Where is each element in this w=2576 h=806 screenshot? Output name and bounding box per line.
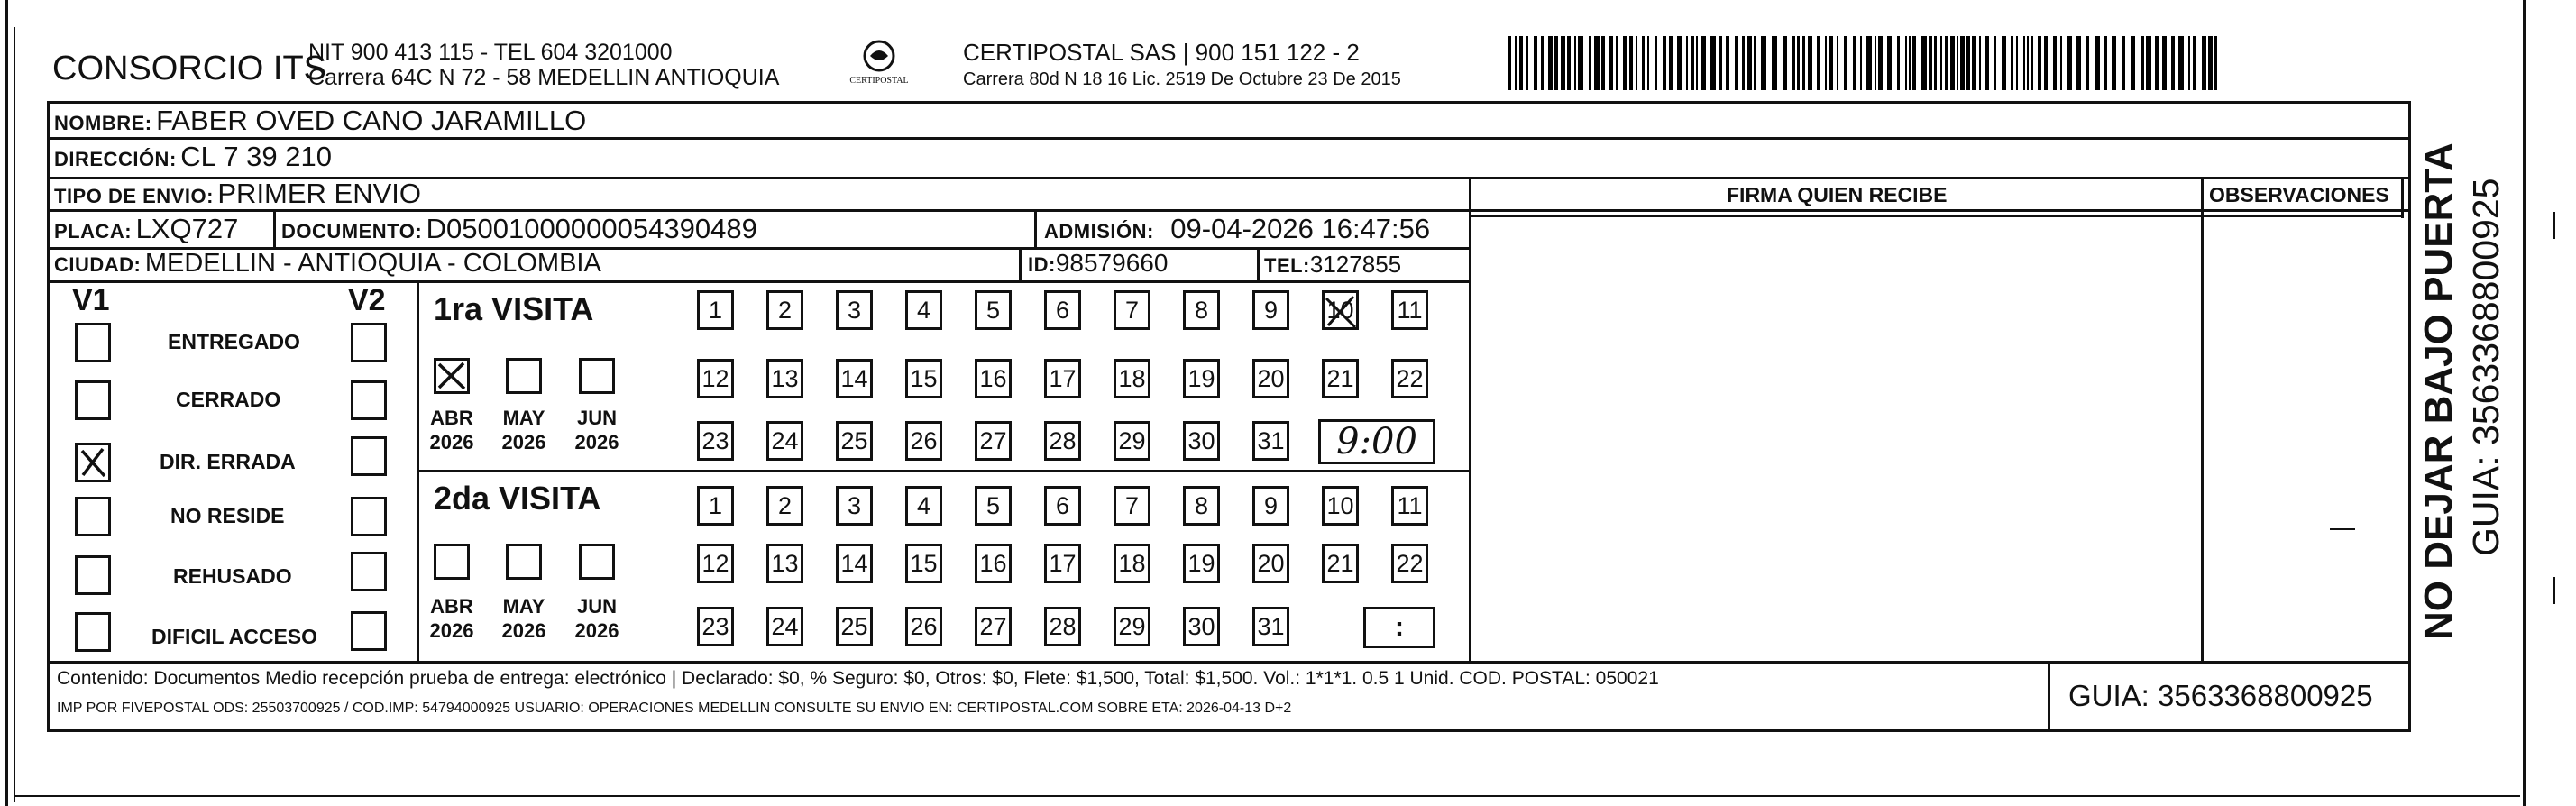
visit2-may-checkbox[interactable] xyxy=(506,544,542,580)
barcode-bar xyxy=(2171,36,2175,90)
barcode-bar xyxy=(2112,36,2116,90)
barcode-bar xyxy=(2214,36,2217,90)
nombre-field xyxy=(54,105,586,137)
barcode-bar xyxy=(1897,36,1900,90)
visit1-day-box[interactable]: 21 xyxy=(1322,359,1359,398)
barcode-bar xyxy=(2031,36,2033,90)
nombre-value: FABER OVED CANO JARAMILLO xyxy=(156,105,587,136)
visit1-day-box[interactable]: 25 xyxy=(836,421,873,461)
barcode-bar xyxy=(1887,36,1892,90)
v1-rehusado-checkbox[interactable] xyxy=(75,555,111,595)
visit1-day-box[interactable]: 15 xyxy=(905,359,942,398)
tipo-value: PRIMER ENVIO xyxy=(217,178,422,209)
barcode-bar xyxy=(2178,36,2184,90)
direccion-value: CL 7 39 210 xyxy=(180,141,332,172)
firma-header: FIRMA QUIEN RECIBE xyxy=(1727,183,1948,206)
admision-field xyxy=(1044,213,1430,245)
month-year: 2026 xyxy=(429,619,474,642)
barcode-bar xyxy=(2162,36,2167,90)
barcode-bar xyxy=(1663,36,1666,90)
stray-mark xyxy=(2330,528,2355,530)
visit2-day-box[interactable]: 25 xyxy=(836,607,873,646)
visit2-month-may xyxy=(495,594,553,643)
ciudad-value: MEDELLIN - ANTIOQUIA - COLOMBIA xyxy=(144,249,601,278)
barcode-bar xyxy=(2023,36,2025,90)
barcode-bar xyxy=(1519,36,1523,90)
visit2-title: 2da VISITA xyxy=(434,480,601,517)
barcode-bar xyxy=(1979,36,1981,90)
v1-heading: V1 xyxy=(72,283,110,317)
ciudad-label: CIUDAD: xyxy=(54,253,142,276)
barcode-bar xyxy=(1921,36,1927,90)
visit1-day-box[interactable]: 14 xyxy=(836,359,873,398)
visit2-time-box[interactable]: : xyxy=(1363,607,1435,648)
v1-dificil-acceso-checkbox[interactable] xyxy=(75,612,111,652)
visit1-day-box[interactable]: 17 xyxy=(1044,359,1081,398)
admision-label: ADMISIÓN: xyxy=(1044,220,1154,243)
visit2-day-box[interactable]: 6 xyxy=(1044,486,1081,526)
visit2-day-box[interactable]: 5 xyxy=(975,486,1012,526)
status-entregado: ENTREGADO xyxy=(168,330,300,353)
barcode-bar xyxy=(1802,36,1805,90)
visit2-jun-checkbox[interactable] xyxy=(579,544,615,580)
right-page-edge xyxy=(2523,0,2526,806)
visit2-day-box[interactable]: 15 xyxy=(905,544,942,583)
barcode-bar xyxy=(1972,36,1976,90)
visit1-day-box[interactable]: 18 xyxy=(1114,359,1150,398)
barcode-bar xyxy=(1696,36,1698,90)
footer-guia-divider xyxy=(2048,661,2050,732)
visit2-day-box[interactable]: 4 xyxy=(905,486,942,526)
visit2-month-jun xyxy=(568,594,626,643)
barcode-bar xyxy=(1875,36,1876,90)
tel-field xyxy=(1264,251,1401,279)
barcode-bar xyxy=(2155,36,2159,90)
placa-field xyxy=(54,213,238,245)
checked-x-icon xyxy=(1321,289,1361,333)
barcode-bar xyxy=(2044,36,2048,90)
barcode-bar xyxy=(1589,36,1591,90)
visit1-time-box[interactable]: 9:00 xyxy=(1318,419,1435,464)
month-name: MAY xyxy=(502,407,545,429)
id-label: ID: xyxy=(1028,253,1056,276)
visit1-month-jun xyxy=(568,406,626,454)
col-divider xyxy=(1257,247,1260,280)
barcode-bar xyxy=(2086,36,2089,90)
ciudad-field xyxy=(54,249,601,279)
visit2-day-box[interactable]: 19 xyxy=(1183,544,1220,583)
barcode-bar xyxy=(1934,36,1937,90)
visit1-day-box[interactable]: 8 xyxy=(1183,290,1220,330)
barcode-bar xyxy=(1909,36,1911,90)
status-dificil-acceso: DIFICIL ACCESO xyxy=(151,625,318,648)
barcode-bar xyxy=(2027,36,2029,90)
visit2-day-box[interactable]: 23 xyxy=(697,607,734,646)
visit1-day-box[interactable]: 5 xyxy=(975,290,1012,330)
no-dejar-bajo-puerta: NO DEJAR BAJO PUERTA xyxy=(2416,142,2461,640)
month-year: 2026 xyxy=(501,619,546,642)
barcode-bar xyxy=(2053,36,2057,90)
visit1-day-box[interactable]: 12 xyxy=(697,359,734,398)
barcode-bar xyxy=(1601,36,1605,90)
barcode-bar xyxy=(2060,36,2062,90)
barcode-bar xyxy=(1534,36,1537,90)
visit2-abr-checkbox[interactable] xyxy=(434,544,470,580)
visit1-day-box[interactable]: 6 xyxy=(1044,290,1081,330)
visit-divider xyxy=(417,470,1471,472)
direccion-label: DIRECCIÓN: xyxy=(54,148,177,170)
company-name: CONSORCIO ITS xyxy=(52,50,327,87)
visit2-day-box[interactable]: 10 xyxy=(1322,486,1359,526)
status-no-reside: NO RESIDE xyxy=(170,504,285,527)
visit1-day-box[interactable]: 10 xyxy=(1322,290,1359,330)
barcode-bar xyxy=(1677,36,1682,90)
status-cerrado: CERRADO xyxy=(176,388,281,411)
barcode-bar xyxy=(1541,36,1544,90)
barcode-bar xyxy=(1594,36,1600,90)
id-field xyxy=(1028,249,1168,278)
visit1-month-may xyxy=(495,406,553,454)
tipo-field xyxy=(54,178,421,210)
month-name: ABR xyxy=(430,407,473,429)
barcode-bar xyxy=(1792,36,1795,90)
barcode-bar xyxy=(2141,36,2144,90)
col-divider xyxy=(1469,177,1471,661)
barcode-bar xyxy=(1950,36,1955,90)
visit2-day-box[interactable]: 9 xyxy=(1252,486,1289,526)
barcode-bar xyxy=(1691,36,1694,90)
barcode-bar xyxy=(1761,36,1766,90)
barcode-bar xyxy=(1929,36,1932,90)
visit1-day-box[interactable]: 9 xyxy=(1252,290,1289,330)
barcode-bar xyxy=(1609,36,1613,90)
visit1-day-box[interactable]: 27 xyxy=(975,421,1012,461)
visit2-day-box[interactable]: 21 xyxy=(1322,544,1359,583)
col-divider xyxy=(273,209,276,247)
direccion-field xyxy=(54,141,332,173)
barcode-bar xyxy=(1957,36,1958,90)
observaciones-header: OBSERVACIONES xyxy=(2209,183,2389,206)
visit1-day-box[interactable]: 31 xyxy=(1252,421,1289,461)
barcode-bar xyxy=(2011,36,2013,90)
visit2-day-box[interactable]: 13 xyxy=(766,544,803,583)
month-year: 2026 xyxy=(429,431,474,453)
barcode-bar xyxy=(1647,36,1649,90)
visit2-day-box[interactable]: 16 xyxy=(975,544,1012,583)
visit1-jun-checkbox[interactable] xyxy=(579,358,615,394)
barcode-bar xyxy=(1578,36,1583,90)
v2-dir-errada-checkbox[interactable] xyxy=(351,436,387,476)
visit2-day-box[interactable]: 11 xyxy=(1391,486,1428,526)
barcode xyxy=(1508,36,2225,90)
barcode-bar xyxy=(1735,36,1738,90)
footer-contenido: Contenido: Documentos Medio recepción prueba de entrega: electrónico | Declarado: $0, % Seguro: $0, Otros: $0, Flete: $1,500, Total: $1,500. Vol.: 1*1*1. 0.5 1 Unid. COD. POSTAL: 050021 xyxy=(57,668,1659,689)
visit2-day-box[interactable]: 8 xyxy=(1183,486,1220,526)
v2-heading: V2 xyxy=(348,283,386,317)
barcode-bar xyxy=(2095,36,2100,90)
barcode-bar xyxy=(1642,36,1645,90)
barcode-bar xyxy=(2002,36,2006,90)
barcode-bar xyxy=(1783,36,1787,90)
v2-entregado-checkbox[interactable] xyxy=(351,323,387,362)
footer-imp: IMP POR FIVEPOSTAL ODS: 25503700925 / COD.IMP: 54794000925 USUARIO: OPERACIONES MEDELLIN CONSULTE SU ENVIO EN: CERTIPOSTAL.COM SOBRE ETA: 2026-04-13 D+2 xyxy=(57,701,1292,716)
barcode-bar xyxy=(1742,36,1745,90)
month-year: 2026 xyxy=(501,431,546,453)
checked-x-icon xyxy=(436,361,467,391)
month-name: MAY xyxy=(502,595,545,618)
visit2-day-box[interactable]: 7 xyxy=(1114,486,1150,526)
col-divider xyxy=(2401,177,2404,218)
barcode-bar xyxy=(1554,36,1558,90)
barcode-bar xyxy=(1574,36,1576,90)
tel-label: TEL: xyxy=(1264,254,1310,277)
visit2-day-box[interactable]: 14 xyxy=(836,544,873,583)
visit1-day-box[interactable]: 23 xyxy=(697,421,734,461)
barcode-bar xyxy=(1701,36,1706,90)
barcode-bar xyxy=(1669,36,1673,90)
month-year: 2026 xyxy=(574,431,619,453)
visit2-day-box[interactable]: 2 xyxy=(766,486,803,526)
barcode-bar xyxy=(1747,36,1752,90)
visit2-day-box[interactable]: 17 xyxy=(1044,544,1081,583)
visit2-day-box[interactable]: 20 xyxy=(1252,544,1289,583)
id-value: 98579660 xyxy=(1055,249,1169,277)
barcode-bar xyxy=(2122,36,2125,90)
visit2-day-box[interactable]: 30 xyxy=(1183,607,1220,646)
barcode-bar xyxy=(1878,36,1883,90)
visit1-title: 1ra VISITA xyxy=(434,290,594,327)
visit2-day-box[interactable]: 31 xyxy=(1252,607,1289,646)
row-divider xyxy=(47,280,1471,283)
barcode-bar xyxy=(1508,36,1511,90)
visit2-day-box[interactable]: 12 xyxy=(697,544,734,583)
barcode-bar xyxy=(1636,36,1637,90)
visit1-day-box[interactable]: 20 xyxy=(1252,359,1289,398)
visit1-day-box[interactable]: 4 xyxy=(905,290,942,330)
barcode-bar xyxy=(2067,36,2072,90)
v2-no-reside-checkbox[interactable] xyxy=(351,497,387,536)
visit1-day-box[interactable]: 29 xyxy=(1114,421,1150,461)
barcode-bar xyxy=(1866,36,1872,90)
visit1-day-box[interactable]: 2 xyxy=(766,290,803,330)
barcode-bar xyxy=(1960,36,1965,90)
barcode-bar xyxy=(2076,36,2081,90)
barcode-bar xyxy=(1655,36,1657,90)
barcode-bar xyxy=(1726,36,1729,90)
header-underline xyxy=(1469,215,2404,217)
visit2-day-box[interactable]: 27 xyxy=(975,607,1012,646)
company-address: Carrera 64C N 72 - 58 MEDELLIN ANTIOQUIA xyxy=(308,65,780,90)
visit2-day-box[interactable]: 26 xyxy=(905,607,942,646)
placa-value: LXQ727 xyxy=(135,213,239,244)
checked-x-icon xyxy=(78,445,108,480)
visit2-day-box[interactable]: 28 xyxy=(1044,607,1081,646)
status-divider xyxy=(417,280,419,661)
certipostal-logo xyxy=(843,36,915,94)
inner-left-edge xyxy=(14,27,15,802)
right-fold-mark xyxy=(2553,577,2555,604)
barcode-bar xyxy=(1985,36,1989,90)
barcode-bar xyxy=(1860,36,1862,90)
admision-value: 09-04-2026 16:47:56 xyxy=(1170,213,1431,244)
visit1-month-abr xyxy=(423,406,481,454)
barcode-bar xyxy=(2016,36,2018,90)
barcode-bar xyxy=(2038,36,2041,90)
barcode-bar xyxy=(1719,36,1722,90)
footer-guia: GUIA: 3563368800925 xyxy=(2068,679,2373,712)
left-page-edge xyxy=(5,0,8,806)
tel-value: 3127855 xyxy=(1309,251,1402,278)
visit1-day-box[interactable]: 13 xyxy=(766,359,803,398)
courier-license: Carrera 80d N 18 16 Lic. 2519 De Octubre 23 De 2015 xyxy=(963,69,1401,89)
visit1-abr-checkbox[interactable] xyxy=(434,358,470,394)
visit2-day-box[interactable]: 24 xyxy=(766,607,803,646)
barcode-bar xyxy=(2104,36,2107,90)
barcode-bar xyxy=(1994,36,1996,90)
barcode-bar xyxy=(2188,36,2190,90)
visit1-day-box[interactable]: 26 xyxy=(905,421,942,461)
barcode-bar xyxy=(1567,36,1571,90)
barcode-bar xyxy=(1940,36,1942,90)
barcode-bar xyxy=(1754,36,1756,90)
v2-cerrado-checkbox[interactable] xyxy=(351,380,387,420)
v1-cerrado-checkbox[interactable] xyxy=(75,380,111,420)
visit1-day-box[interactable]: 30 xyxy=(1183,421,1220,461)
documento-field xyxy=(281,213,757,245)
visit2-day-box[interactable]: 1 xyxy=(697,486,734,526)
barcode-bar xyxy=(1526,36,1528,90)
barcode-bar xyxy=(2208,36,2213,90)
barcode-bar xyxy=(1853,36,1856,90)
v1-dir-errada-checkbox[interactable] xyxy=(75,443,111,482)
visit1-day-box[interactable]: 24 xyxy=(766,421,803,461)
barcode-bar xyxy=(1515,36,1517,90)
barcode-bar xyxy=(1945,36,1948,90)
visit2-day-box[interactable]: 18 xyxy=(1114,544,1150,583)
visit1-day-box[interactable]: 7 xyxy=(1114,290,1150,330)
row-divider xyxy=(47,137,2411,140)
barcode-bar xyxy=(1561,36,1565,90)
barcode-bar xyxy=(1710,36,1716,90)
barcode-bar xyxy=(1966,36,1970,90)
status-dir-errada: DIR. ERRADA xyxy=(160,450,296,473)
v2-dificil-acceso-checkbox[interactable] xyxy=(351,611,387,651)
barcode-bar xyxy=(1548,36,1553,90)
barcode-bar xyxy=(1912,36,1916,90)
company-nit: NIT 900 413 115 - TEL 604 3201000 xyxy=(308,40,673,65)
visit1-day-box[interactable]: 22 xyxy=(1391,359,1428,398)
col-divider xyxy=(2201,177,2204,661)
month-year: 2026 xyxy=(574,619,619,642)
barcode-bar xyxy=(1797,36,1800,90)
month-name: JUN xyxy=(576,595,617,618)
barcode-bar xyxy=(1808,36,1812,90)
footer-divider xyxy=(47,661,2411,664)
barcode-bar xyxy=(1825,36,1827,90)
barcode-bar xyxy=(1829,36,1833,90)
col-divider xyxy=(1034,209,1037,247)
visit1-day-box[interactable]: 3 xyxy=(836,290,873,330)
side-guia: GUIA: 3563368800925 xyxy=(2465,178,2507,556)
barcode-bar xyxy=(1629,36,1633,90)
documento-value: D05001000000054390489 xyxy=(426,213,757,244)
barcode-bar xyxy=(1623,36,1627,90)
v2-rehusado-checkbox[interactable] xyxy=(351,552,387,591)
placa-label: PLACA: xyxy=(54,220,133,243)
barcode-bar xyxy=(1837,36,1838,90)
visit1-day-box[interactable]: 19 xyxy=(1183,359,1220,398)
visit1-day-box[interactable]: 28 xyxy=(1044,421,1081,461)
barcode-bar xyxy=(2131,36,2135,90)
barcode-bar xyxy=(2146,36,2151,90)
month-name: JUN xyxy=(576,407,617,429)
barcode-bar xyxy=(1772,36,1777,90)
barcode-bar xyxy=(2193,36,2196,90)
visit1-day-box[interactable]: 1 xyxy=(697,290,734,330)
visit1-may-checkbox[interactable] xyxy=(506,358,542,394)
bottom-page-edge xyxy=(14,795,2520,797)
visit1-day-box[interactable]: 11 xyxy=(1391,290,1428,330)
month-name: ABR xyxy=(430,595,473,618)
v1-no-reside-checkbox[interactable] xyxy=(75,497,111,536)
documento-label: DOCUMENTO: xyxy=(281,220,423,243)
right-fold-mark xyxy=(2553,212,2555,239)
barcode-bar xyxy=(1844,36,1847,90)
barcode-bar xyxy=(1905,36,1907,90)
barcode-bar xyxy=(2202,36,2206,90)
col-divider xyxy=(1019,247,1022,280)
barcode-bar xyxy=(1616,36,1618,90)
tipo-label: TIPO DE ENVIO: xyxy=(54,185,214,207)
status-rehusado: REHUSADO xyxy=(173,564,292,588)
logo-text: CERTIPOSTAL xyxy=(849,76,909,86)
v1-entregado-checkbox[interactable] xyxy=(75,323,111,362)
barcode-bar xyxy=(1817,36,1820,90)
visit2-day-box[interactable]: 3 xyxy=(836,486,873,526)
nombre-label: NOMBRE: xyxy=(54,112,152,134)
visit2-day-box[interactable]: 22 xyxy=(1391,544,1428,583)
visit2-month-abr xyxy=(423,594,481,643)
barcode-bar xyxy=(1686,36,1688,90)
visit1-day-box[interactable]: 16 xyxy=(975,359,1012,398)
visit2-day-box[interactable]: 29 xyxy=(1114,607,1150,646)
courier-line: CERTIPOSTAL SAS | 900 151 122 - 2 xyxy=(963,39,1360,66)
